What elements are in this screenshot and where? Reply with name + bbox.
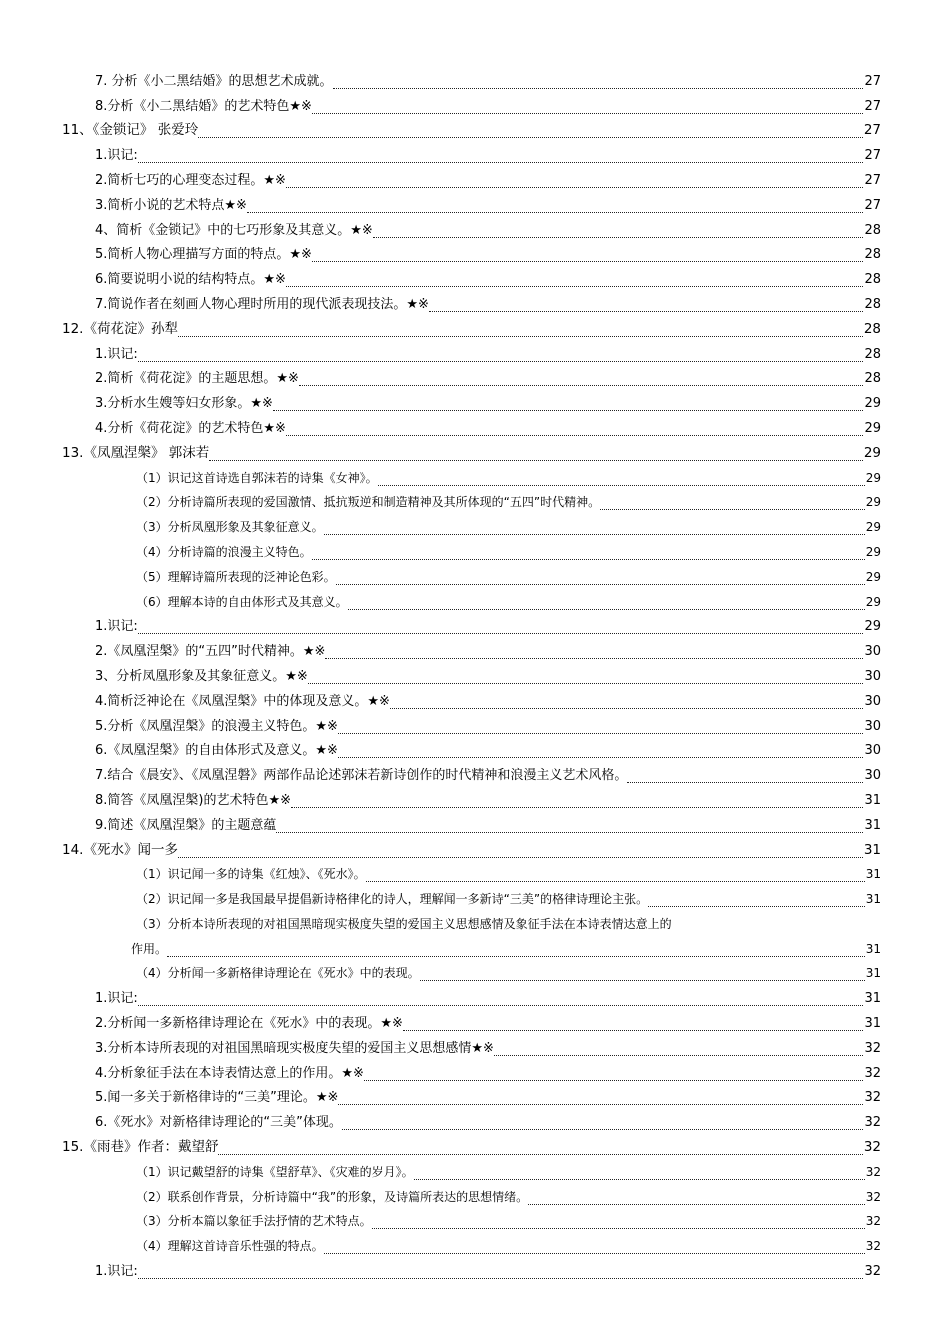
toc-entry-page-number: 32 xyxy=(864,1115,881,1131)
toc-entry[interactable] xyxy=(0,291,950,316)
toc-entry-page-number: 30 xyxy=(864,718,881,734)
toc-entry-title: 6.《凤凰涅槃》的自由体形式及意义。★※ xyxy=(95,743,338,759)
toc-entry-page-number: 28 xyxy=(864,371,881,387)
toc-entry-title: 14.《死水》闻一多 xyxy=(62,841,178,858)
toc-entry[interactable] xyxy=(0,688,950,713)
toc-leader-dots xyxy=(178,322,863,337)
toc-leader-dots xyxy=(373,223,864,238)
toc-entry-title: （3）分析本诗所表现的对祖国黑暗现实极度失望的爱国主义思想感情及象征手法在本诗表情达意上的 xyxy=(136,916,672,931)
toc-entry-title: 7.简说作者在刻画人物心理时所用的现代派表现技法。★※ xyxy=(95,296,429,312)
toc-leader-dots xyxy=(209,446,863,461)
toc-entry-title: 4.分析象征手法在本诗表情达意上的作用。★※ xyxy=(95,1065,364,1081)
toc-entry-title: （4）理解这首诗音乐性强的特点。 xyxy=(136,1239,324,1254)
toc-leader-dots xyxy=(336,570,865,585)
toc-entry-page-number: 27 xyxy=(864,148,881,164)
toc-entry-title: 作用。 xyxy=(131,941,168,956)
toc-entry-title: 12.《荷花淀》孙犁 xyxy=(62,320,178,337)
toc-entry[interactable] xyxy=(0,390,950,415)
toc-entry-page-number: 29 xyxy=(864,420,881,436)
toc-entry[interactable] xyxy=(0,985,950,1010)
toc-entry[interactable] xyxy=(0,440,950,465)
toc-entry-page-number: 29 xyxy=(865,594,881,609)
toc-entry[interactable] xyxy=(0,638,950,663)
toc-entry-page-number: 32 xyxy=(864,1264,881,1280)
toc-leader-dots xyxy=(414,1165,865,1180)
toc-entry-title: 7. 分析《小二黑结婚》的思想艺术成就。 xyxy=(95,73,333,89)
toc-entry[interactable] xyxy=(0,192,950,217)
toc-entry[interactable] xyxy=(0,886,950,911)
toc-entry[interactable] xyxy=(0,862,950,887)
toc-entry[interactable] xyxy=(0,1184,950,1209)
toc-entry-title: 1.识记: xyxy=(95,991,138,1007)
toc-entry-title: 5.闻一多关于新格律诗的“三美”理论。★※ xyxy=(95,1090,339,1106)
toc-entry-page-number: 32 xyxy=(864,1065,881,1081)
toc-leader-dots xyxy=(366,867,865,882)
toc-leader-dots xyxy=(333,74,864,89)
toc-leader-dots xyxy=(429,297,864,312)
toc-leader-dots xyxy=(138,1264,864,1279)
toc-entry-title: 8.分析《小二黑结婚》的艺术特色★※ xyxy=(95,98,312,114)
toc-entry-page-number: 32 xyxy=(865,1164,881,1179)
toc-entry-title: （1）识记闻一多的诗集《红烛》、《死水》。 xyxy=(136,867,366,882)
toc-leader-dots xyxy=(273,396,864,411)
toc-entry-title: （2）联系创作背景，分析诗篇中“我”的形象，及诗篇所表达的思想情绪。 xyxy=(136,1189,529,1204)
toc-entry-title: （2）识记闻一多是我国最早提倡新诗格律化的诗人，理解闻一多新诗“三美”的格律诗理论主张。 xyxy=(136,892,649,907)
toc-entry-title: 3.分析水生嫂等妇女形象。★※ xyxy=(95,396,273,412)
toc-entry-page-number: 32 xyxy=(865,1239,881,1254)
toc-leader-dots xyxy=(372,1214,865,1229)
toc-entry-title: （3）分析本篇以象征手法抒情的艺术特点。 xyxy=(136,1214,372,1229)
toc-entry-page-number: 29 xyxy=(865,544,881,559)
toc-leader-dots xyxy=(648,892,865,907)
toc-entry[interactable] xyxy=(0,663,950,688)
toc-entry[interactable] xyxy=(0,514,950,539)
toc-entry-title: 6.《死水》对新格律诗理论的“三美”体现。 xyxy=(95,1115,342,1131)
toc-entry[interactable] xyxy=(0,266,950,291)
toc-entry-title: （1）识记戴望舒的诗集《望舒草》、《灾难的岁月》。 xyxy=(136,1164,414,1179)
toc-entry[interactable] xyxy=(0,1233,950,1258)
toc-leader-dots xyxy=(178,843,863,858)
toc-entry-title: 1.识记: xyxy=(95,1264,138,1280)
toc-entry[interactable] xyxy=(0,316,950,341)
toc-entry[interactable] xyxy=(0,1085,950,1110)
toc-entry-title: 11、《金锁记》 张爱玲 xyxy=(62,122,199,139)
toc-entry[interactable] xyxy=(0,217,950,242)
toc-entry-title: 2.简析七巧的心理变态过程。★※ xyxy=(95,172,286,188)
toc-leader-dots xyxy=(138,619,864,634)
toc-entry-title: （6）理解本诗的自由体形式及其意义。 xyxy=(136,594,348,609)
toc-entry-page-number: 32 xyxy=(865,1189,881,1204)
toc-entry[interactable] xyxy=(0,1109,950,1134)
toc-leader-dots xyxy=(312,545,865,560)
toc-entry-page-number: 28 xyxy=(864,296,881,312)
toc-leader-dots xyxy=(338,1090,863,1105)
toc-entry-page-number: 31 xyxy=(864,991,881,1007)
toc-leader-dots xyxy=(312,99,864,114)
toc-entry-page-number: 28 xyxy=(864,272,881,288)
toc-entry[interactable] xyxy=(0,1060,950,1085)
toc-entry-page-number: 29 xyxy=(863,444,881,461)
toc-leader-dots xyxy=(378,471,865,486)
toc-entry-page-number: 28 xyxy=(864,346,881,362)
toc-leader-dots xyxy=(167,942,865,957)
toc-entry-page-number: 31 xyxy=(864,1016,881,1032)
toc-entry-page-number: 32 xyxy=(864,1040,881,1056)
toc-entry[interactable] xyxy=(0,1010,950,1035)
toc-leader-dots xyxy=(286,173,864,188)
toc-leader-dots xyxy=(138,991,864,1006)
toc-leader-dots xyxy=(403,1016,864,1031)
toc-leader-dots xyxy=(286,421,864,436)
toc-entry[interactable] xyxy=(0,465,950,490)
toc-entry[interactable] xyxy=(0,1159,950,1184)
toc-entry-page-number: 31 xyxy=(865,892,881,907)
toc-leader-dots xyxy=(494,1041,864,1056)
toc-entry[interactable] xyxy=(0,341,950,366)
toc-entry[interactable] xyxy=(0,490,950,515)
table-of-contents xyxy=(0,68,950,1283)
toc-entry[interactable] xyxy=(0,1134,950,1159)
toc-entry[interactable] xyxy=(0,142,950,167)
toc-entry-title: 3.简析小说的艺术特点★※ xyxy=(95,197,247,213)
toc-entry[interactable] xyxy=(0,812,950,837)
toc-leader-dots xyxy=(324,1239,865,1254)
toc-entry[interactable] xyxy=(0,589,950,614)
toc-entry-page-number: 31 xyxy=(865,867,881,882)
toc-entry-title: （3）分析凤凰形象及其象征意义。 xyxy=(136,520,324,535)
toc-entry[interactable] xyxy=(0,118,950,143)
toc-entry-title: 5.简析人物心理描写方面的特点。★※ xyxy=(95,247,312,263)
toc-leader-dots xyxy=(390,694,864,709)
toc-leader-dots xyxy=(364,1066,864,1081)
toc-entry-title: 4、简析《金锁记》中的七巧形象及其意义。★※ xyxy=(95,222,373,238)
toc-entry[interactable] xyxy=(0,961,950,986)
toc-entry[interactable] xyxy=(0,1035,950,1060)
toc-leader-dots xyxy=(627,768,863,783)
toc-entry[interactable] xyxy=(0,242,950,267)
toc-entry-page-number: 31 xyxy=(865,966,881,981)
toc-entry-page-number: 27 xyxy=(864,172,881,188)
toc-entry[interactable] xyxy=(0,167,950,192)
toc-entry[interactable] xyxy=(0,564,950,589)
toc-entry[interactable] xyxy=(0,936,950,961)
toc-entry[interactable] xyxy=(0,1209,950,1234)
toc-entry-title: 4.分析《荷花淀》的艺术特色★※ xyxy=(95,420,286,436)
toc-entry-title: 13.《凤凰涅槃》 郭沫若 xyxy=(62,444,210,461)
toc-entry[interactable] xyxy=(0,713,950,738)
toc-entry-page-number: 27 xyxy=(864,73,881,89)
toc-leader-dots xyxy=(338,743,864,758)
toc-entry-page-number: 32 xyxy=(863,1139,881,1156)
toc-entry-page-number: 29 xyxy=(864,396,881,412)
toc-entry-page-number: 30 xyxy=(864,768,881,784)
toc-leader-dots xyxy=(198,123,863,138)
toc-leader-dots xyxy=(348,595,865,610)
toc-entry-title: 1.识记: xyxy=(95,346,138,362)
toc-entry[interactable] xyxy=(0,837,950,862)
toc-entry-page-number: 31 xyxy=(865,941,881,956)
toc-entry-page-number: 31 xyxy=(864,817,881,833)
toc-leader-dots xyxy=(218,1140,862,1155)
toc-leader-dots xyxy=(528,1190,865,1205)
toc-entry-title: （1）识记这首诗选自郭沫若的诗集《女神》。 xyxy=(136,470,378,485)
toc-leader-dots xyxy=(286,272,864,287)
toc-entry-title: （4）分析诗篇的浪漫主义特色。 xyxy=(136,544,312,559)
toc-entry[interactable] xyxy=(0,738,950,763)
toc-entry-page-number: 27 xyxy=(864,197,881,213)
toc-entry-page-number: 29 xyxy=(865,569,881,584)
toc-entry-title: 2.分析闻一多新格律诗理论在《死水》中的表现。★※ xyxy=(95,1016,403,1032)
toc-entry[interactable] xyxy=(0,1258,950,1283)
toc-entry-title: 8.简答《凤凰涅槃)的艺术特色★※ xyxy=(95,792,292,808)
toc-entry-page-number: 28 xyxy=(864,247,881,263)
toc-entry-page-number: 27 xyxy=(863,122,881,139)
toc-entry-page-number: 28 xyxy=(863,320,881,337)
toc-entry-page-number: 29 xyxy=(865,495,881,510)
toc-entry-page-number: 31 xyxy=(863,841,881,858)
toc-entry-page-number: 30 xyxy=(864,693,881,709)
toc-entry[interactable] xyxy=(0,762,950,787)
toc-entry[interactable] xyxy=(0,614,950,639)
toc-entry[interactable] xyxy=(0,415,950,440)
toc-entry-page-number: 30 xyxy=(864,668,881,684)
toc-entry[interactable] xyxy=(0,68,950,93)
toc-entry-page-number: 31 xyxy=(864,792,881,808)
toc-entry-title: （4）分析闻一多新格律诗理论在《死水》中的表现。 xyxy=(136,966,420,981)
toc-entry-title: 2.《凤凰涅槃》的“五四”时代精神。★※ xyxy=(95,644,326,660)
toc-entry-title: 6.简要说明小说的结构特点。★※ xyxy=(95,272,286,288)
toc-leader-dots xyxy=(312,247,864,262)
toc-leader-dots xyxy=(420,966,865,981)
toc-entry-title: （2）分析诗篇所表现的爱国激情、抵抗叛逆和制造精神及其所体现的“五四”时代精神。 xyxy=(136,495,601,510)
toc-entry-title: 4.简析泛神论在《凤凰涅槃》中的体现及意义。★※ xyxy=(95,693,390,709)
toc-leader-dots xyxy=(138,148,864,163)
toc-leader-dots xyxy=(342,1115,864,1130)
toc-leader-dots xyxy=(308,669,864,684)
toc-leader-dots xyxy=(291,793,863,808)
toc-leader-dots xyxy=(299,371,864,386)
toc-entry-title: 7.结合《晨安》、《凤凰涅磐》两部作品论述郭沫若新诗创作的时代精神和浪漫主义艺术风格。 xyxy=(95,768,628,784)
toc-entry[interactable] xyxy=(0,539,950,564)
toc-entry-title: 5.分析《凤凰涅槃》的浪漫主义特色。★※ xyxy=(95,718,338,734)
toc-entry-page-number: 30 xyxy=(864,743,881,759)
toc-entry-page-number: 29 xyxy=(865,520,881,535)
toc-entry-page-number: 32 xyxy=(865,1214,881,1229)
toc-entry[interactable] xyxy=(0,366,950,391)
toc-leader-dots xyxy=(338,719,864,734)
toc-leader-dots xyxy=(325,644,863,659)
toc-entry-page-number: 28 xyxy=(864,222,881,238)
toc-entry-page-number: 29 xyxy=(865,470,881,485)
toc-entry-title: 9.简述《凤凰涅槃》的主题意蕴 xyxy=(95,817,277,833)
toc-entry[interactable] xyxy=(0,911,950,936)
toc-entry-page-number: 29 xyxy=(864,619,881,635)
toc-entry-page-number: 32 xyxy=(864,1090,881,1106)
toc-leader-dots xyxy=(324,520,865,535)
toc-entry-title: 2.简析《荷花淀》的主题思想。★※ xyxy=(95,371,299,387)
toc-entry-title: 1.识记: xyxy=(95,148,138,164)
toc-leader-dots xyxy=(276,818,863,833)
toc-entry-page-number: 30 xyxy=(864,644,881,660)
toc-entry-page-number: 27 xyxy=(864,98,881,114)
toc-entry-title: 1.识记: xyxy=(95,619,138,635)
toc-entry[interactable] xyxy=(0,93,950,118)
toc-entry[interactable] xyxy=(0,787,950,812)
toc-leader-dots xyxy=(600,495,865,510)
toc-entry-title: 15.《雨巷》作者：戴望舒 xyxy=(62,1139,219,1156)
toc-leader-dots xyxy=(138,347,864,362)
toc-entry-title: 3.分析本诗所表现的对祖国黑暗现实极度失望的爱国主义思想感情★※ xyxy=(95,1040,494,1056)
toc-entry-title: （5）理解诗篇所表现的泛神论色彩。 xyxy=(136,569,336,584)
toc-entry-title: 3、分析凤凰形象及其象征意义。★※ xyxy=(95,668,308,684)
toc-leader-dots xyxy=(247,198,864,213)
